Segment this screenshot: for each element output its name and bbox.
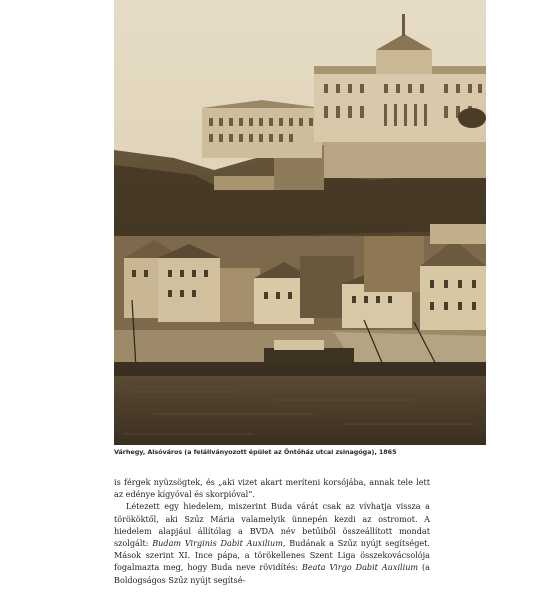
latin-phrase: Budam Virginis Dabit Auxilium, — [152, 538, 286, 549]
latin-phrase: Beata Virgo Dabit Auxilium — [301, 562, 419, 573]
text-run: Létezett egy hiedelem, miszerint Buda várát csak az vívhatja vissza a törököktől, aki Szűz Mária valamelyik ünnepén kezdi az ostromot. A hiedelem alapjául állítólag a BVDA név betűiből összeállított mondat szolgált: — [114, 501, 430, 549]
paragraph — [114, 500, 430, 585]
text-run: Budának a Szűz nyújt segítséget. Mások szerint XI. Ince pápa, a törökellenes Szent Liga összekovácsolója fogalmazta meg, hogy Buda neve rövidítés: — [114, 538, 430, 573]
historic-photograph — [114, 0, 486, 445]
figure-caption: Várhegy, Alsóváros (a felállványozott épület az Öntőház utcai zsinagóga), 1865 — [114, 448, 397, 456]
body-text — [114, 476, 430, 586]
paragraph: is férgek nyüzsögtek, és „aki vizet akart meríteni korsójába, annak tele lett az edénye kígyóval és skorpióval”. — [114, 477, 430, 500]
photograph-illustration — [114, 0, 486, 445]
text-run: (a Boldogságos Szűz nyújt segítsé- — [114, 562, 430, 585]
